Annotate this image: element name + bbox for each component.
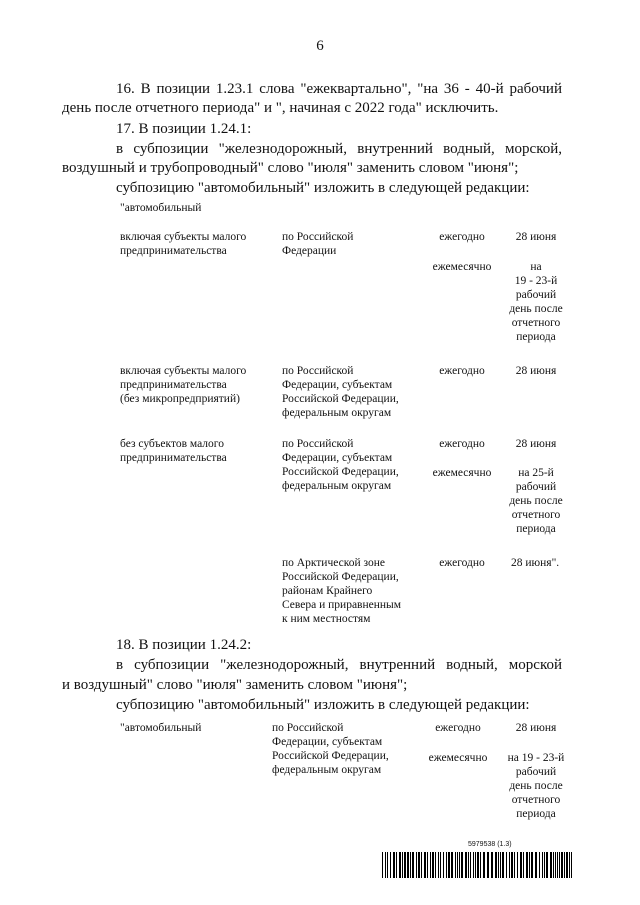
table2-date-yearly: 28 июня xyxy=(515,722,557,734)
table1-row1-period-monthly: ежемесячно xyxy=(432,261,492,273)
para16-line2: день после отчетного периода" и ", начиная с 2022 года" исключить. xyxy=(62,100,499,116)
table1-row1-date-yearly: 28 июня xyxy=(515,231,557,243)
table1-row4-date-yearly: 28 июня". xyxy=(511,557,560,569)
table1-row2-subject: включая субъекты малого предпринимательства (без микропредприятий) xyxy=(120,365,247,405)
table1-row1-period-yearly: ежегодно xyxy=(439,231,485,243)
table2-region: по Российской Федерации, субъектам Российской Федерации, федеральным округам xyxy=(272,722,389,776)
table2-subposition: "автомобильный xyxy=(120,722,202,734)
page-number: 6 xyxy=(316,38,324,54)
table2-period-monthly: ежемесячно xyxy=(428,752,488,764)
table2-period-yearly: ежегодно xyxy=(435,722,481,734)
table1-row1-region: по Российской Федерации xyxy=(282,231,354,257)
table1-row2-date-yearly: 28 июня xyxy=(515,365,557,377)
table1-row3-period-monthly: ежемесячно xyxy=(432,467,492,479)
table1-row2-period-yearly: ежегодно xyxy=(439,365,485,377)
table1-subposition: "автомобильный xyxy=(120,202,202,214)
table1-row1-date-monthly: на 19 - 23-й рабочий день после отчетного периода xyxy=(509,261,563,343)
table1-row3-date-yearly: 28 июня xyxy=(515,438,557,450)
para16-line1: 16. В позиции 1.23.1 слова "ежеквартально", "на 36 - 40-й рабочий xyxy=(116,81,562,97)
para18-line1: в субпозиции "железнодорожный, внутренний водный, морской xyxy=(116,657,562,673)
table1-row4-period-yearly: ежегодно xyxy=(439,557,485,569)
table1-row3-date-monthly: на 25-й рабочий день после отчетного периода xyxy=(509,467,563,535)
table1-row3-subject: без субъектов малого предпринимательства xyxy=(120,438,227,464)
table1-row4-region: по Арктической зоне Российской Федерации, районам Крайнего Севера и приравненным к ним местностям xyxy=(282,557,402,625)
table1-row3-period-yearly: ежегодно xyxy=(439,438,485,450)
para18-line3: субпозицию "автомобильный" изложить в следующей редакции: xyxy=(116,697,530,713)
table1-row2-region: по Российской Федерации, субъектам Российской Федерации, федеральным округам xyxy=(282,365,399,419)
para17-line3: субпозицию "автомобильный" изложить в следующей редакции: xyxy=(116,180,530,196)
table1-row1-subject: включая субъекты малого предпринимательства xyxy=(120,231,247,257)
barcode-number: 5979538 (1.3) xyxy=(468,841,512,848)
table2-date-monthly: на 19 - 23-й рабочий день после отчетного периода xyxy=(507,752,565,820)
para17-line1: в субпозиции "железнодорожный, внутренний водный, морской, xyxy=(116,141,562,157)
table1-row3-region: по Российской Федерации, субъектам Российской Федерации, федеральным округам xyxy=(282,438,399,492)
para17-line2: воздушный и трубопроводный" слово "июля" заменить словом "июня"; xyxy=(62,160,519,176)
barcode-graphic xyxy=(382,852,572,878)
para17-heading: 17. В позиции 1.24.1: xyxy=(116,121,252,137)
para18-line2: и воздушный" слово "июля" заменить словом "июня"; xyxy=(62,677,408,693)
para18-heading: 18. В позиции 1.24.2: xyxy=(116,637,252,653)
